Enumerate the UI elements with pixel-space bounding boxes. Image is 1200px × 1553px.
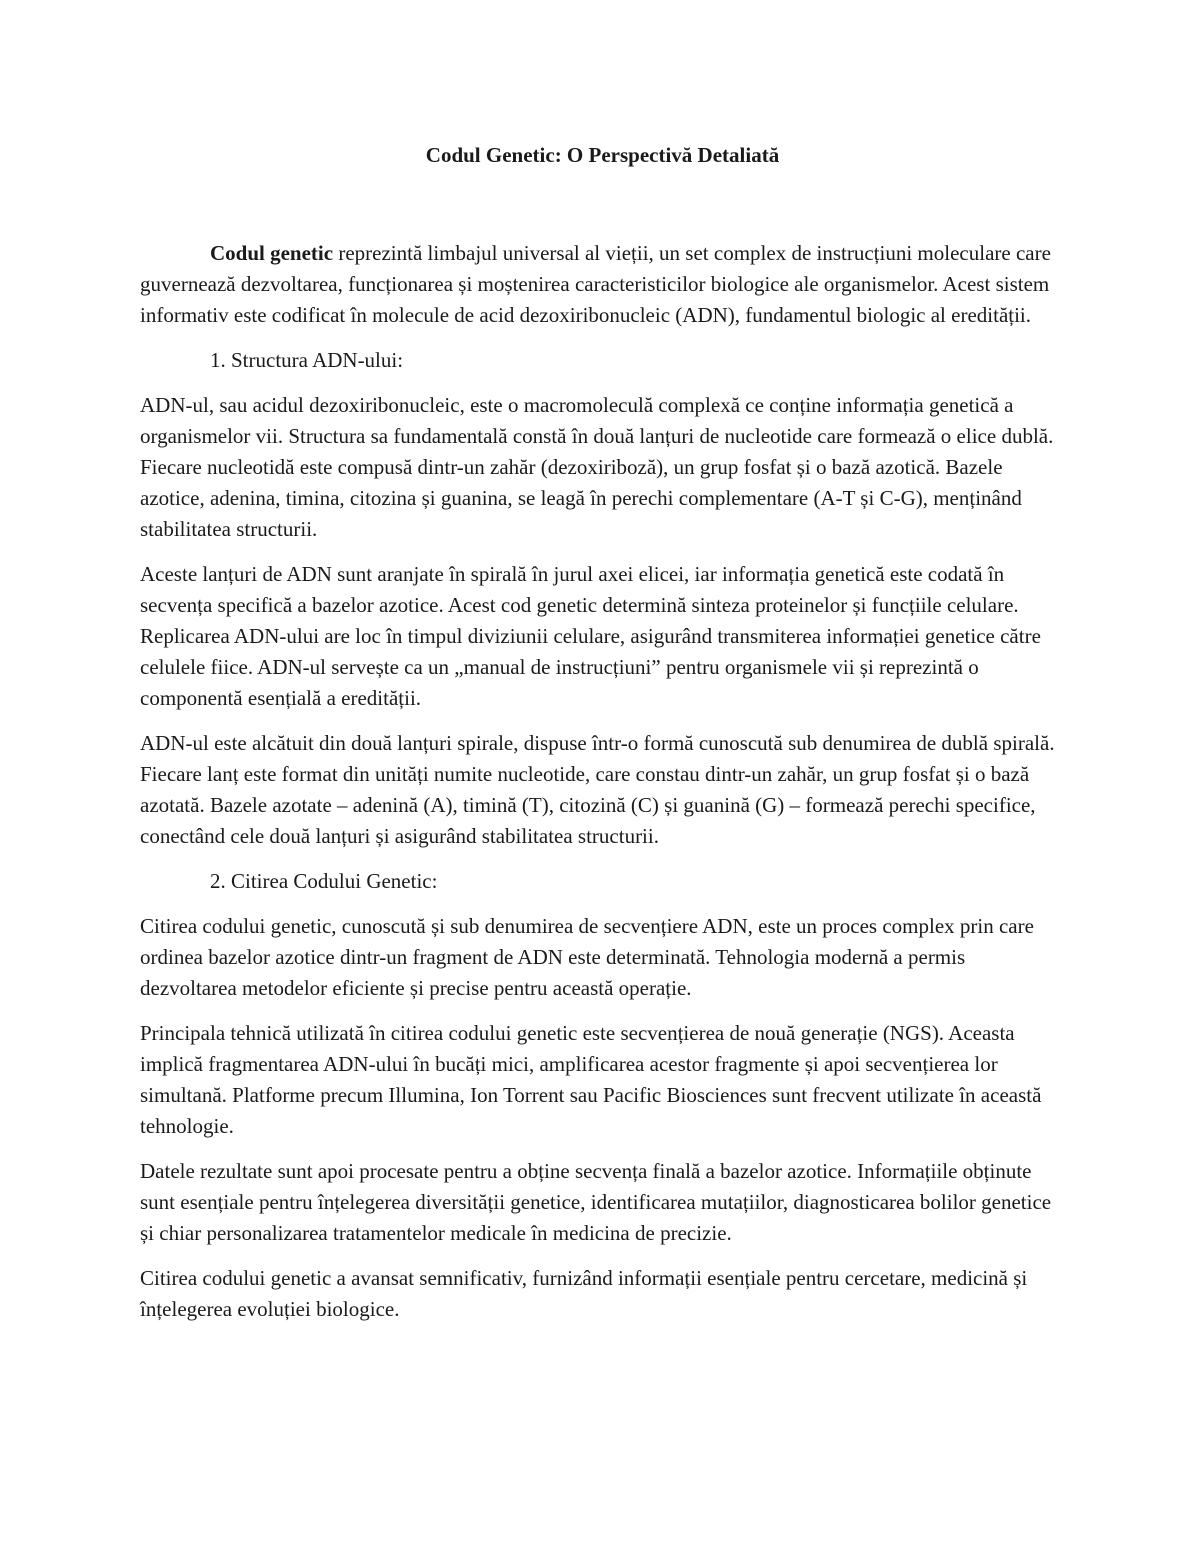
section-2-paragraph-3: Datele rezultate sunt apoi procesate pentru a obține secvența finală a bazelor azotice. Informațiile obținute sunt esențiale pentru înțelegerea diversității genetice, identificarea mutațiilor, diagnosticarea bolilor genetice și chiar personalizarea tratamentelor medicale în medicina de precizie. — [140, 1159, 1052, 1245]
section-1-paragraph-2: Aceste lanțuri de ADN sunt aranjate în spirală în jurul axei elicei, iar informația genetică este codată în secvența specifică a bazelor azotice. Acest cod genetic determină sinteza proteinelor și funcțiile celulare. Replicarea ADN-ului are loc în timpul diviziunii celulare, asigurând transmiterea informației genetice către celulele fiice. ADN-ul servește ca un „manual de instrucțiuni” pentru organismele vii și reprezintă o componentă esențială a eredității. — [140, 562, 1041, 710]
section-1-paragraph-1: ADN-ul, sau acidul dezoxiribonucleic, este o macromoleculă complexă ce conține informația genetică a organismelor vii. Structura sa fundamentală constă în două lanțuri de nucleotide care formează o elice dublă. Fiecare nucleotidă este compusă dintr-un zahăr (dezoxiriboză), un grup fosfat și o bază azotică. Bazele azotice, adenina, timina, citozina și guanina, se leagă în perechi complementare (A-T și C-G), menținând stabilitatea structurii. — [140, 393, 1054, 541]
intro-text: reprezintă limbajul universal al vieții, un set complex de instrucțiuni moleculare care guvernează dezvoltarea, funcționarea și moștenirea caracteristicilor biologice ale organismelor. Acest sistem informativ este codificat în molecule de acid dezoxiribonucleic (ADN), fundamentul biologic al eredității. — [140, 241, 1051, 327]
document-title: Codul Genetic: O Perspectivă Detaliată — [425, 143, 780, 167]
section-2-paragraph-1: Citirea codului genetic, cunoscută și sub denumirea de secvențiere ADN, este un proces complex prin care ordinea bazelor azotice dintr-un fragment de ADN este determinată. Tehnologia modernă a permis dezvoltarea metodelor eficiente și precise pentru această operație. — [140, 914, 1034, 1000]
intro-paragraph — [140, 238, 1065, 331]
document-body — [140, 140, 1065, 1325]
section-2-paragraph-2: Principala tehnică utilizată în citirea codului genetic este secvențierea de nouă generație (NGS). Aceasta implică fragmentarea ADN-ului în bucăți mici, amplificarea acestor fragmente și apoi secvențierea lor simultană. Platforme precum Illumina, Ion Torrent sau Pacific Biosciences sunt frecvent utilizate în această tehnologie. — [140, 1021, 1042, 1138]
intro-bold-lead: Codul genetic — [210, 241, 334, 265]
section-1-paragraph-3: ADN-ul este alcătuit din două lanțuri spirale, dispuse într-o formă cunoscută sub denumirea de dublă spirală. Fiecare lanț este format din unități numite nucleotide, care constau dintr-un zahăr, un grup fosfat și o bază azotată. Bazele azotate – adenină (A), timină (T), citozină (C) și guanină (G) – formează perechi specifice, conectând cele două lanțuri și asigurând stabilitatea structurii. — [140, 731, 1055, 848]
section-1-heading: 1. Structura ADN-ului: — [210, 348, 404, 372]
section-2-paragraph-4: Citirea codului genetic a avansat semnificativ, furnizând informații esențiale pentru cercetare, medicină și înțelegerea evoluției biologice. — [140, 1266, 1028, 1321]
section-2-heading: 2. Citirea Codului Genetic: — [210, 869, 438, 893]
